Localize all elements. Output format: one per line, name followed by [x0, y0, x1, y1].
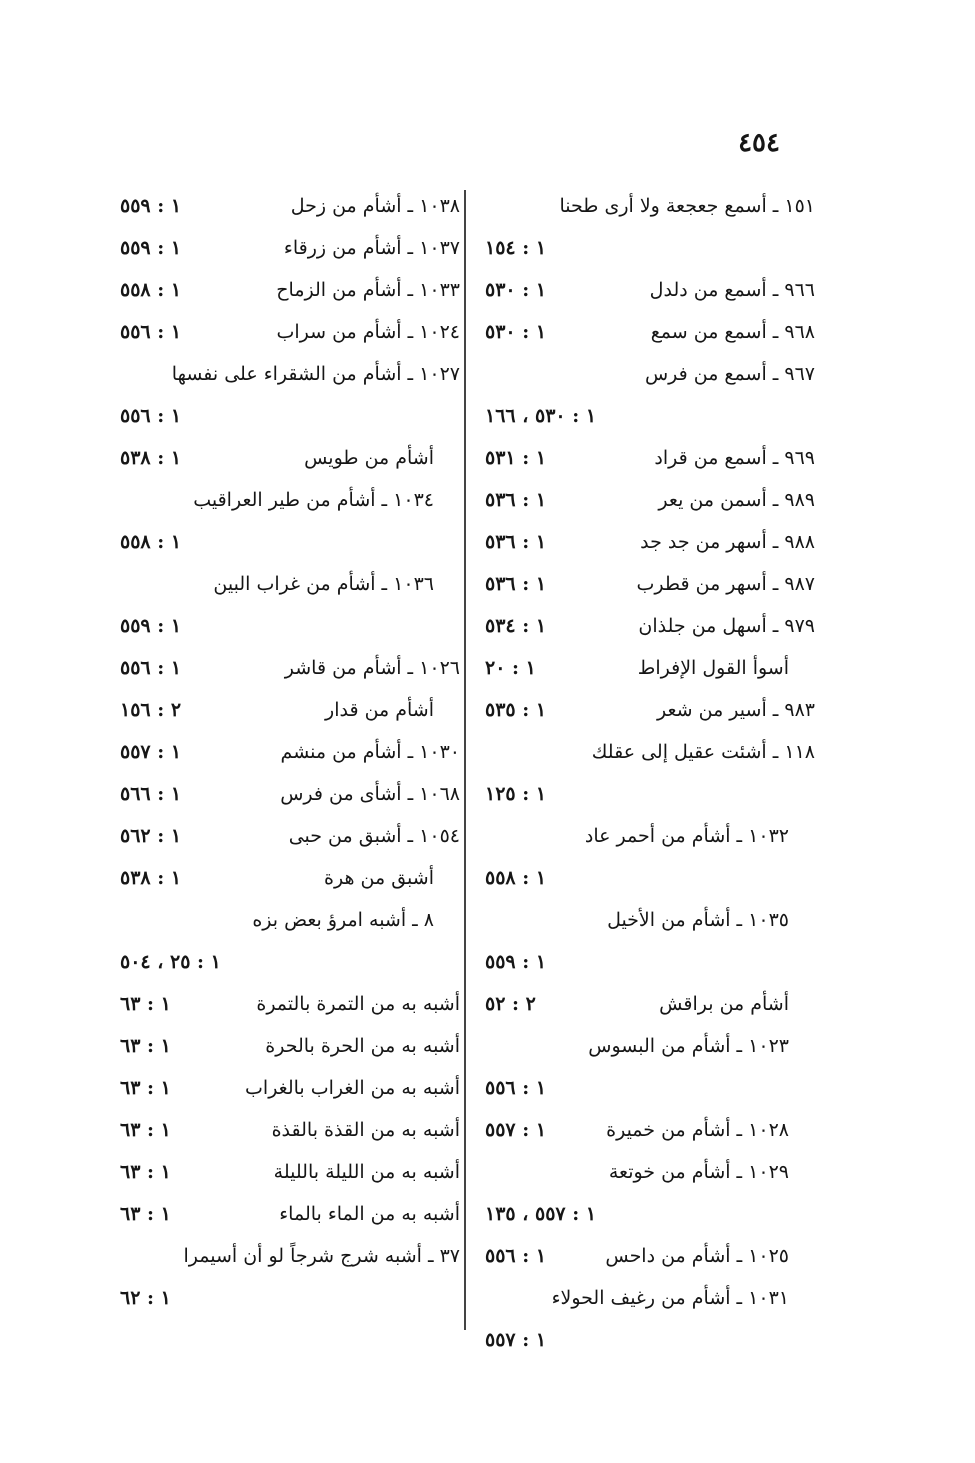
entry-page-ref: ١ : ٥٣١ — [485, 447, 547, 469]
entry-text: ١٠٣٣ ـ أشأم من الزماح — [276, 279, 460, 301]
index-entry — [120, 227, 460, 269]
index-entry — [485, 1109, 815, 1151]
entry-page-ref: ١ : ٢٠ — [485, 657, 536, 679]
index-entry — [485, 1193, 815, 1235]
entry-text: ٩٧٩ ـ أسهل من جلذان — [638, 615, 815, 637]
index-entry — [120, 353, 460, 395]
entry-page-ref: ١ : ٦٣ — [120, 993, 171, 1015]
entry-text: أشبه به من الليلة بالليلة — [273, 1161, 460, 1183]
entry-page-ref: ١ : ٥٥٦ — [120, 657, 182, 679]
index-entry — [485, 563, 815, 605]
entry-page-ref: ١ : ٥٥٩ — [485, 951, 547, 973]
entry-text: ١٠٢٩ ـ أشأم من خوتعة — [608, 1161, 789, 1183]
index-entry — [485, 227, 815, 269]
entry-text: ٣٧ ـ أشبه شرج شرجاً لو أن أسيمرا — [183, 1245, 460, 1267]
index-entry — [485, 311, 815, 353]
index-entry — [485, 395, 815, 437]
index-entry — [120, 689, 460, 731]
index-column-right — [485, 185, 815, 1361]
index-entry — [120, 773, 460, 815]
index-entry — [485, 1151, 815, 1193]
entry-page-ref: ١ : ٦٣ — [120, 1119, 171, 1141]
entry-page-ref: ١ : ٥٥٩ — [120, 615, 182, 637]
entry-text: ١٠٢٥ ـ أشأم من داحس — [605, 1245, 789, 1267]
index-entry — [485, 605, 815, 647]
entry-text: ٩٦٧ ـ أسمع من فرس — [644, 363, 815, 385]
entry-text: أشبه به من القذة بالقذة — [271, 1119, 460, 1141]
entry-page-ref: ١ : ٥٥٨ — [120, 279, 182, 301]
entry-text: أشبق من هرة — [324, 867, 434, 889]
index-entry — [485, 353, 815, 395]
index-entry — [120, 983, 460, 1025]
entry-text: ١١٨ ـ أشئت عقيل إلى عقلك — [591, 741, 815, 763]
index-entry — [485, 437, 815, 479]
entry-text: ١٠٦٨ ـ أشأى من فرس — [280, 783, 460, 805]
entry-text: ١٠٣٧ ـ أشأم من زرقاء — [283, 237, 460, 259]
index-entry — [120, 857, 460, 899]
index-entry — [120, 1235, 460, 1277]
index-entry — [120, 1025, 460, 1067]
entry-page-ref: ١ : ٥٣٠ ، ١٦٦ — [485, 405, 597, 427]
entry-text: ١٠٢٤ ـ أشأم من سراب — [276, 321, 460, 343]
entry-text: ١٠٣٠ ـ أشأم من منشم — [280, 741, 460, 763]
index-entry — [485, 689, 815, 731]
entry-page-ref: ١ : ٥٥٧ — [485, 1329, 547, 1351]
entry-page-ref: ١ : ٦٢ — [120, 1287, 171, 1309]
entry-page-ref: ١ : ٥٦٦ — [120, 783, 182, 805]
entry-page-ref: ١ : ٢٥ ، ٥٠٤ — [120, 951, 221, 973]
entry-page-ref: ٢ : ٥٢ — [485, 993, 536, 1015]
entry-text: ١٥١ ـ أسمع جعجعة ولا أرى طحنا — [559, 195, 815, 217]
index-entry — [485, 1277, 815, 1319]
index-entry — [120, 815, 460, 857]
entry-page-ref: ١ : ٥٥٦ — [485, 1245, 547, 1267]
index-entry — [485, 647, 815, 689]
index-column-left — [120, 185, 460, 1319]
index-entry — [485, 185, 815, 227]
entry-text: ٨ ـ أشبه امرؤ بعض بزه — [252, 909, 434, 931]
entry-text: أشأم من قدار — [325, 699, 434, 721]
entry-text: ١٠٣٤ ـ أشأم من طير العراقيب — [193, 489, 434, 511]
entry-page-ref: ١ : ٥٣٨ — [120, 447, 182, 469]
index-entry — [120, 563, 460, 605]
entry-text: أشبه به من الحرة بالحرة — [265, 1035, 460, 1057]
index-entry — [120, 1067, 460, 1109]
entry-page-ref: ١ : ٥٥٩ — [120, 237, 182, 259]
entry-text: أسوأ القول الإفراط — [637, 657, 789, 679]
entry-page-ref: ١ : ٥٥٨ — [485, 867, 547, 889]
entry-text: ٩٦٨ ـ أسمع من سمع — [650, 321, 815, 343]
entry-text: ١٠٣٥ ـ أشأم من الأخيل — [607, 909, 789, 931]
entry-text: ١٠٥٤ ـ أشبق من حبى — [288, 825, 460, 847]
index-entry — [485, 479, 815, 521]
entry-page-ref: ١ : ٦٣ — [120, 1161, 171, 1183]
index-entry — [120, 899, 460, 941]
index-entry — [120, 479, 460, 521]
index-entry — [120, 605, 460, 647]
entry-page-ref: ١ : ٦٣ — [120, 1035, 171, 1057]
index-entry — [485, 1235, 815, 1277]
entry-page-ref: ١ : ٥٥٩ — [120, 195, 182, 217]
index-entry — [485, 1025, 815, 1067]
entry-text: ٩٨٣ ـ أسير من شعر — [657, 699, 815, 721]
entry-page-ref: ١ : ٥٦٢ — [120, 825, 182, 847]
entry-page-ref: ١ : ٥٣٦ — [485, 531, 547, 553]
entry-text: ١٠٢٧ ـ أشأم من الشقراء على نفسها — [171, 363, 460, 385]
index-entry — [485, 521, 815, 563]
entry-text: ٩٨٨ ـ أسهر من جد جد — [640, 531, 815, 553]
index-entry — [485, 731, 815, 773]
entry-text: ١٠٣١ ـ أشأم من رغيف الحولاء — [551, 1287, 789, 1309]
entry-page-ref: ١ : ٥٥٧ — [120, 741, 182, 763]
entry-page-ref: ١ : ٥٥٦ — [485, 1077, 547, 1099]
index-entry — [120, 731, 460, 773]
entry-text: أشبه به من التمرة بالتمرة — [256, 993, 460, 1015]
entry-page-ref: ١ : ١٢٥ — [485, 783, 547, 805]
index-entry — [120, 521, 460, 563]
index-entry — [485, 857, 815, 899]
column-divider — [464, 190, 466, 1330]
entry-page-ref: ١ : ٥٣٦ — [485, 573, 547, 595]
entry-page-ref: ١ : ٥٥٧ — [485, 1119, 547, 1141]
entry-page-ref: ١ : ٦٣ — [120, 1203, 171, 1225]
entry-text: أشبه به من الماء بالماء — [279, 1203, 460, 1225]
entry-text: ٩٦٦ ـ أسمع من دلدل — [649, 279, 815, 301]
index-entry — [485, 815, 815, 857]
entry-text: ٩٨٧ ـ أسهر من قطرب — [636, 573, 815, 595]
entry-text: ١٠٢٦ ـ أشأم من قاشر — [284, 657, 460, 679]
entry-page-ref: ٢ : ١٥٦ — [120, 699, 182, 721]
entry-page-ref: ١ : ١٥٤ — [485, 237, 547, 259]
index-entry — [485, 899, 815, 941]
index-entry — [120, 185, 460, 227]
entry-page-ref: ١ : ٥٣٠ — [485, 321, 547, 343]
index-entry — [485, 983, 815, 1025]
index-entry — [120, 311, 460, 353]
entry-text: ٩٦٩ ـ أسمع من قراد — [654, 447, 815, 469]
index-entry — [485, 1067, 815, 1109]
entry-page-ref: ١ : ٦٣ — [120, 1077, 171, 1099]
entry-text: أشأم من براقش — [659, 993, 789, 1015]
index-entry — [120, 941, 460, 983]
index-entry — [120, 1109, 460, 1151]
index-entry — [485, 269, 815, 311]
index-entry — [120, 1151, 460, 1193]
entry-text: ٩٨٩ ـ أسمن من يعر — [658, 489, 815, 511]
index-entry — [485, 773, 815, 815]
index-entry — [120, 647, 460, 689]
entry-page-ref: ١ : ٥٥٧ ، ١٣٥ — [485, 1203, 597, 1225]
index-entry — [120, 1277, 460, 1319]
entry-page-ref: ١ : ٥٣٤ — [485, 615, 547, 637]
index-entry — [485, 941, 815, 983]
entry-page-ref: ١ : ٥٣٠ — [485, 279, 547, 301]
entry-page-ref: ١ : ٥٥٨ — [120, 531, 182, 553]
index-entry — [120, 269, 460, 311]
entry-text: ١٠٣٨ ـ أشأم من زحل — [290, 195, 460, 217]
entry-page-ref: ١ : ٥٥٦ — [120, 321, 182, 343]
entry-text: ١٠٢٣ ـ أشأم من البسوس — [588, 1035, 789, 1057]
entry-text: ١٠٢٨ ـ أشأم من خميرة — [606, 1119, 789, 1141]
entry-text: أشبه به من الغراب بالغراب — [245, 1077, 460, 1099]
entry-page-ref: ١ : ٥٥٦ — [120, 405, 182, 427]
entry-text: أشأم من طويس — [304, 447, 434, 469]
entry-text: ١٠٣٢ ـ أشأم من أحمر عاد — [584, 825, 789, 847]
entry-text: ١٠٣٦ ـ أشأم من غراب البين — [213, 573, 434, 595]
index-entry — [120, 437, 460, 479]
entry-page-ref: ١ : ٥٣٨ — [120, 867, 182, 889]
index-entry — [120, 1193, 460, 1235]
index-entry — [120, 395, 460, 437]
entry-page-ref: ١ : ٥٣٦ — [485, 489, 547, 511]
page-number: ٤٥٤ — [738, 128, 780, 158]
entry-page-ref: ١ : ٥٣٥ — [485, 699, 547, 721]
index-entry — [485, 1319, 815, 1361]
